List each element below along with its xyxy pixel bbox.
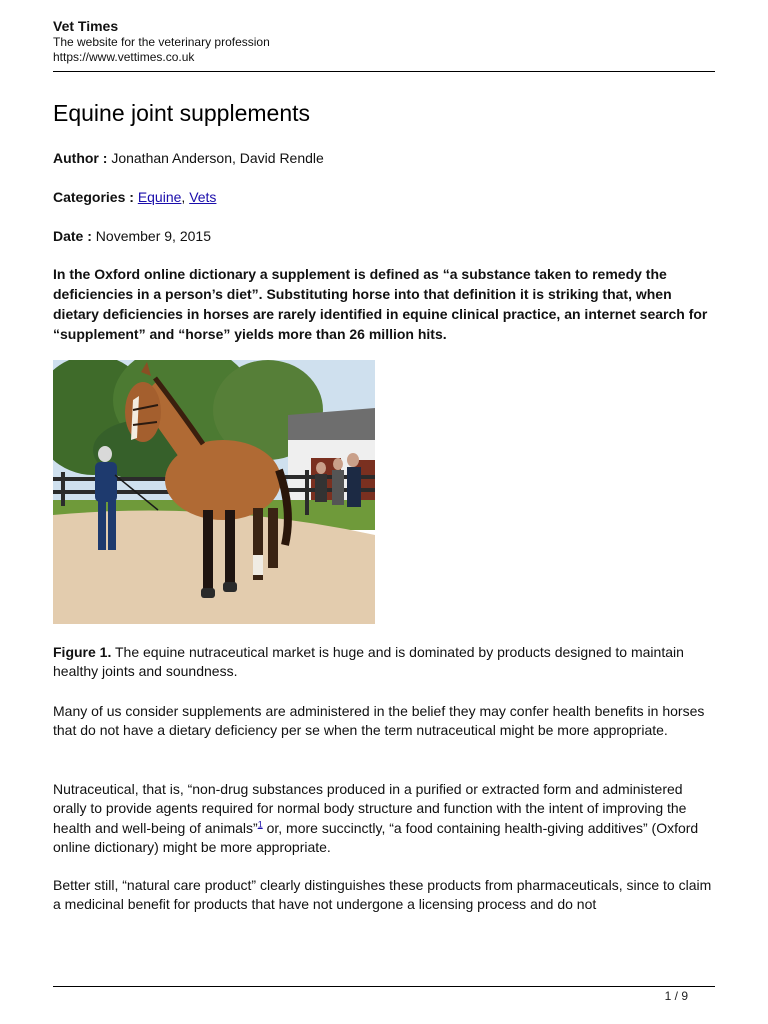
category-link-vets[interactable]: Vets [189,189,217,205]
category-separator: , [181,189,190,205]
figure-caption-text: The equine nutraceutical market is huge and is dominated by products designed to maintain healthy joints and soundness. [53,644,684,680]
body-paragraph-3: Better still, “natural care product” clearly distinguishes these products from pharmaceuticals, since to claim a medicinal benefit for products that have not undergone a licensing process and do not [53,877,712,913]
header-divider [53,71,715,72]
categories-line [53,188,216,206]
paragraph-2-text-a: Nutraceutical, that is, “non-drug substances produced in a purified or extracted form and administered orally to provide agents required for normal body structure and function with the intent of improving the health and well-being of animals” [53,781,687,836]
page-number: 1 / 9 [664,989,688,1003]
horse-photo [53,360,375,624]
document-page [53,0,715,1024]
footer-divider [53,986,715,987]
category-link-equine[interactable]: Equine [137,189,182,205]
date-line [53,227,211,245]
date-value: November 9, 2015 [95,228,211,244]
categories-label: Categories : [53,189,134,205]
site-header [53,18,715,65]
site-url: https://www.vettimes.co.uk [53,50,195,64]
author-label: Author : [53,150,108,166]
figure-caption [53,643,715,682]
author-line [53,149,324,167]
figure-label: Figure 1. [53,644,112,660]
author-value: Jonathan Anderson, David Rendle [111,150,324,166]
body-paragraph-1: Many of us consider supplements are administered in the belief they may confer health benefits in horses that do not have a dietary deficiency per se when the term nutraceutical might be more appropriate. [53,703,705,739]
article-title: Equine joint supplements [53,100,310,126]
paragraph-2-text-b: or, more succinctly, “a food containing health-giving additives” (Oxford online dictionary) might be more appropriate. [53,819,699,855]
footnote-link-1[interactable]: 1 [257,818,263,829]
body-paragraph-2 [53,780,715,857]
site-name: Vet Times [53,18,119,34]
date-label: Date : [53,228,92,244]
site-tagline: The website for the veterinary profession [53,35,270,49]
lead-paragraph: In the Oxford online dictionary a supplement is defined as “a substance taken to remedy the deficiencies in a person’s diet”. Substituting horse into that definition it is striking that, when dietary deficiencies in horses are rarely identified in equine clinical practice, an internet search for “supplement” and “horse” yields more than 26 million hits. [53,266,708,342]
